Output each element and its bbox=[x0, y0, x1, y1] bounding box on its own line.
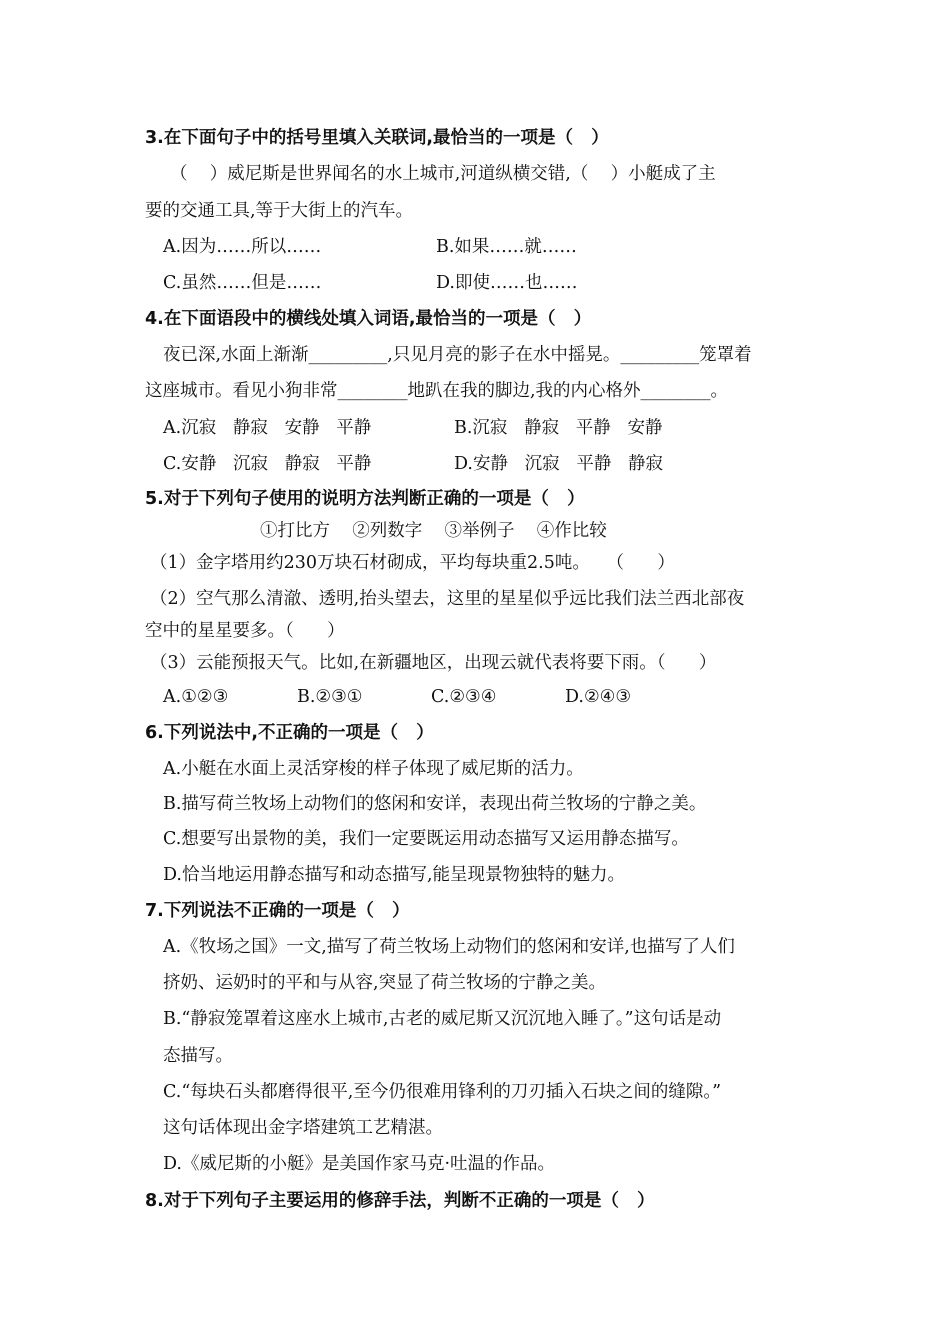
question-3-option-d: D.即使……也…… bbox=[436, 273, 578, 293]
question-3-title: 3.在下面句子中的括号里填入关联词,最恰当的一项是（ ） bbox=[145, 128, 609, 148]
question-5-option-a: A.①②③ bbox=[163, 687, 229, 707]
question-5-option-b: B.②③① bbox=[297, 687, 363, 707]
question-4-stem-line-1: 夜已深,水面上渐渐_________,只见月亮的影子在水中摇晃。_________笼罩着 bbox=[163, 345, 752, 365]
question-3-option-c: C.虽然……但是…… bbox=[163, 273, 322, 293]
question-7-option-b-line-2: 态描写。 bbox=[163, 1046, 233, 1066]
question-5-item-2-line-2: 空中的星星要多。（ ） bbox=[145, 621, 345, 641]
question-6-option-a: A.小艇在水面上灵活穿梭的样子体现了威尼斯的活力。 bbox=[163, 759, 584, 779]
question-6-option-d: D.恰当地运用静态描写和动态描写,能呈现景物独特的魅力。 bbox=[163, 865, 626, 885]
question-6-title: 6.下列说法中,不正确的一项是（ ） bbox=[145, 723, 434, 743]
question-3-stem-line-2: 要的交通工具,等于大街上的汽车。 bbox=[145, 201, 414, 221]
question-3-stem-line-1: （ ）威尼斯是世界闻名的水上城市,河道纵横交错,（ ）小艇成了主 bbox=[170, 164, 716, 184]
question-5-item-3: （3）云能预报天气。比如,在新疆地区，出现云就代表将要下雨。（ ） bbox=[150, 653, 717, 673]
question-3-option-b: B.如果……就…… bbox=[436, 237, 577, 257]
question-4-option-c: C.安静 沉寂 静寂 平静 bbox=[163, 454, 372, 474]
question-5-item-2-line-1: （2）空气那么清澈、透明,抬头望去，这里的星星似乎远比我们法兰西北部夜 bbox=[150, 589, 745, 609]
question-4-option-a: A.沉寂 静寂 安静 平静 bbox=[163, 418, 372, 438]
question-5-option-d: D.②④③ bbox=[565, 687, 632, 707]
question-4-option-b: B.沉寂 静寂 平静 安静 bbox=[454, 418, 663, 438]
question-7-option-d: D.《威尼斯的小艇》是美国作家马克·吐温的作品。 bbox=[163, 1154, 556, 1174]
question-5-methods: ①打比方 ②列数字 ③举例子 ④作比较 bbox=[260, 521, 607, 541]
question-5-title: 5.对于下列句子使用的说明方法判断正确的一项是（ ） bbox=[145, 489, 585, 509]
question-7-title: 7.下列说法不正确的一项是（ ） bbox=[145, 901, 410, 921]
question-6-option-c: C.想要写出景物的美，我们一定要既运用动态描写又运用静态描写。 bbox=[163, 829, 689, 849]
question-7-option-c-line-1: C.“每块石头都磨得很平,至今仍很难用锋利的刀刃插入石块之间的缝隙。” bbox=[163, 1082, 722, 1102]
question-4-option-d: D.安静 沉寂 平静 静寂 bbox=[454, 454, 664, 474]
question-6-option-b: B.描写荷兰牧场上动物们的悠闲和安详，表现出荷兰牧场的宁静之美。 bbox=[163, 794, 707, 814]
question-4-stem-line-2: 这座城市。看见小狗非常________地趴在我的脚边,我的内心格外________。 bbox=[145, 381, 729, 401]
question-4-title: 4.在下面语段中的横线处填入词语,最恰当的一项是（ ） bbox=[145, 309, 592, 329]
question-5-item-1: （1）金字塔用约230万块石材砌成，平均每块重2.5吨。 （ ） bbox=[150, 553, 675, 573]
question-3-option-a: A.因为……所以…… bbox=[163, 237, 322, 257]
question-7-option-a-line-1: A.《牧场之国》一文,描写了荷兰牧场上动物们的悠闲和安详,也描写了人们 bbox=[163, 937, 735, 957]
question-7-option-c-line-2: 这句话体现出金字塔建筑工艺精湛。 bbox=[163, 1118, 443, 1138]
question-7-option-b-line-1: B.“静寂笼罩着这座水上城市,古老的威尼斯又沉沉地入睡了。”这句话是动 bbox=[163, 1009, 722, 1029]
question-8-title: 8.对于下列句子主要运用的修辞手法，判断不正确的一项是（ ） bbox=[145, 1191, 655, 1211]
question-7-option-a-line-2: 挤奶、运奶时的平和与从容,突显了荷兰牧场的宁静之美。 bbox=[163, 973, 607, 993]
question-5-option-c: C.②③④ bbox=[431, 687, 497, 707]
